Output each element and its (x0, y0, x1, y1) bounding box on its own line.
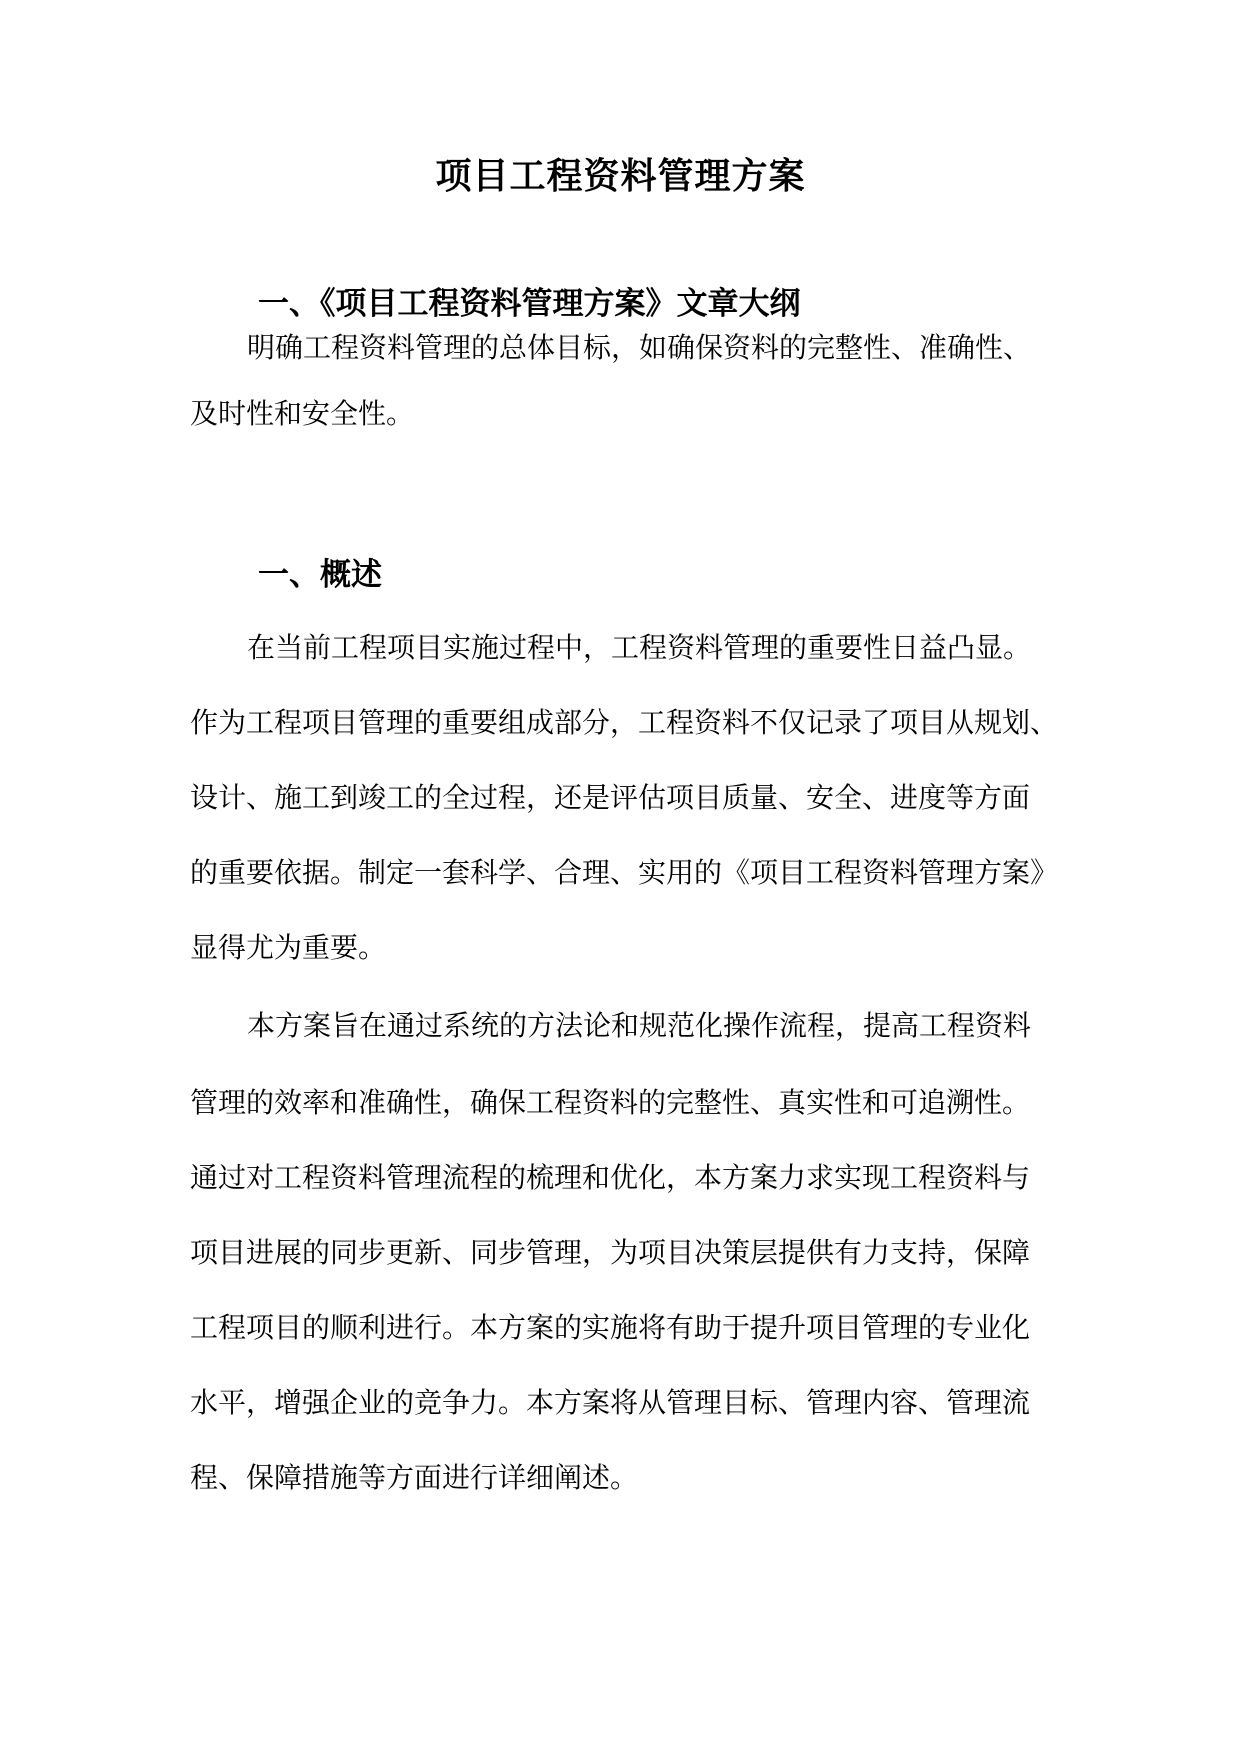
section-heading-outline: 一、《项目工程资料管理方案》文章大纲 (258, 286, 801, 322)
section-heading-overview: 一、概述 (258, 557, 382, 593)
paragraph-line: 程、保障措施等方面进行详细阐述。 (190, 1461, 639, 1494)
paragraph-line: 管理的效率和准确性，确保工程资料的完整性、真实性和可追溯性。 (190, 1086, 1031, 1119)
paragraph-line: 明确工程资料管理的总体目标，如确保资料的完整性、准确性、 (247, 331, 1032, 364)
paragraph-line: 在当前工程项目实施过程中，工程资料管理的重要性日益凸显。 (247, 631, 1032, 664)
paragraph-line: 的重要依据。制定一套科学、合理、实用的《项目工程资料管理方案》 (190, 856, 1059, 889)
paragraph-line: 通过对工程资料管理流程的梳理和优化，本方案力求实现工程资料与 (190, 1161, 1031, 1194)
paragraph-line: 水平，增强企业的竞争力。本方案将从管理目标、管理内容、管理流 (190, 1386, 1031, 1419)
paragraph-line: 设计、施工到竣工的全过程，还是评估项目质量、安全、进度等方面 (190, 781, 1031, 814)
paragraph-line: 及时性和安全性。 (190, 397, 415, 430)
paragraph-line: 作为工程项目管理的重要组成部分，工程资料不仅记录了项目从规划、 (190, 706, 1059, 739)
paragraph-line: 项目进展的同步更新、同步管理，为项目决策层提供有力支持，保障 (190, 1236, 1031, 1269)
paragraph-line: 工程项目的顺利进行。本方案的实施将有助于提升项目管理的专业化 (190, 1311, 1031, 1344)
document-title: 项目工程资料管理方案 (435, 155, 806, 197)
paragraph-line: 本方案旨在通过系统的方法论和规范化操作流程，提高工程资料 (247, 1009, 1032, 1042)
paragraph-line: 显得尤为重要。 (190, 931, 387, 964)
